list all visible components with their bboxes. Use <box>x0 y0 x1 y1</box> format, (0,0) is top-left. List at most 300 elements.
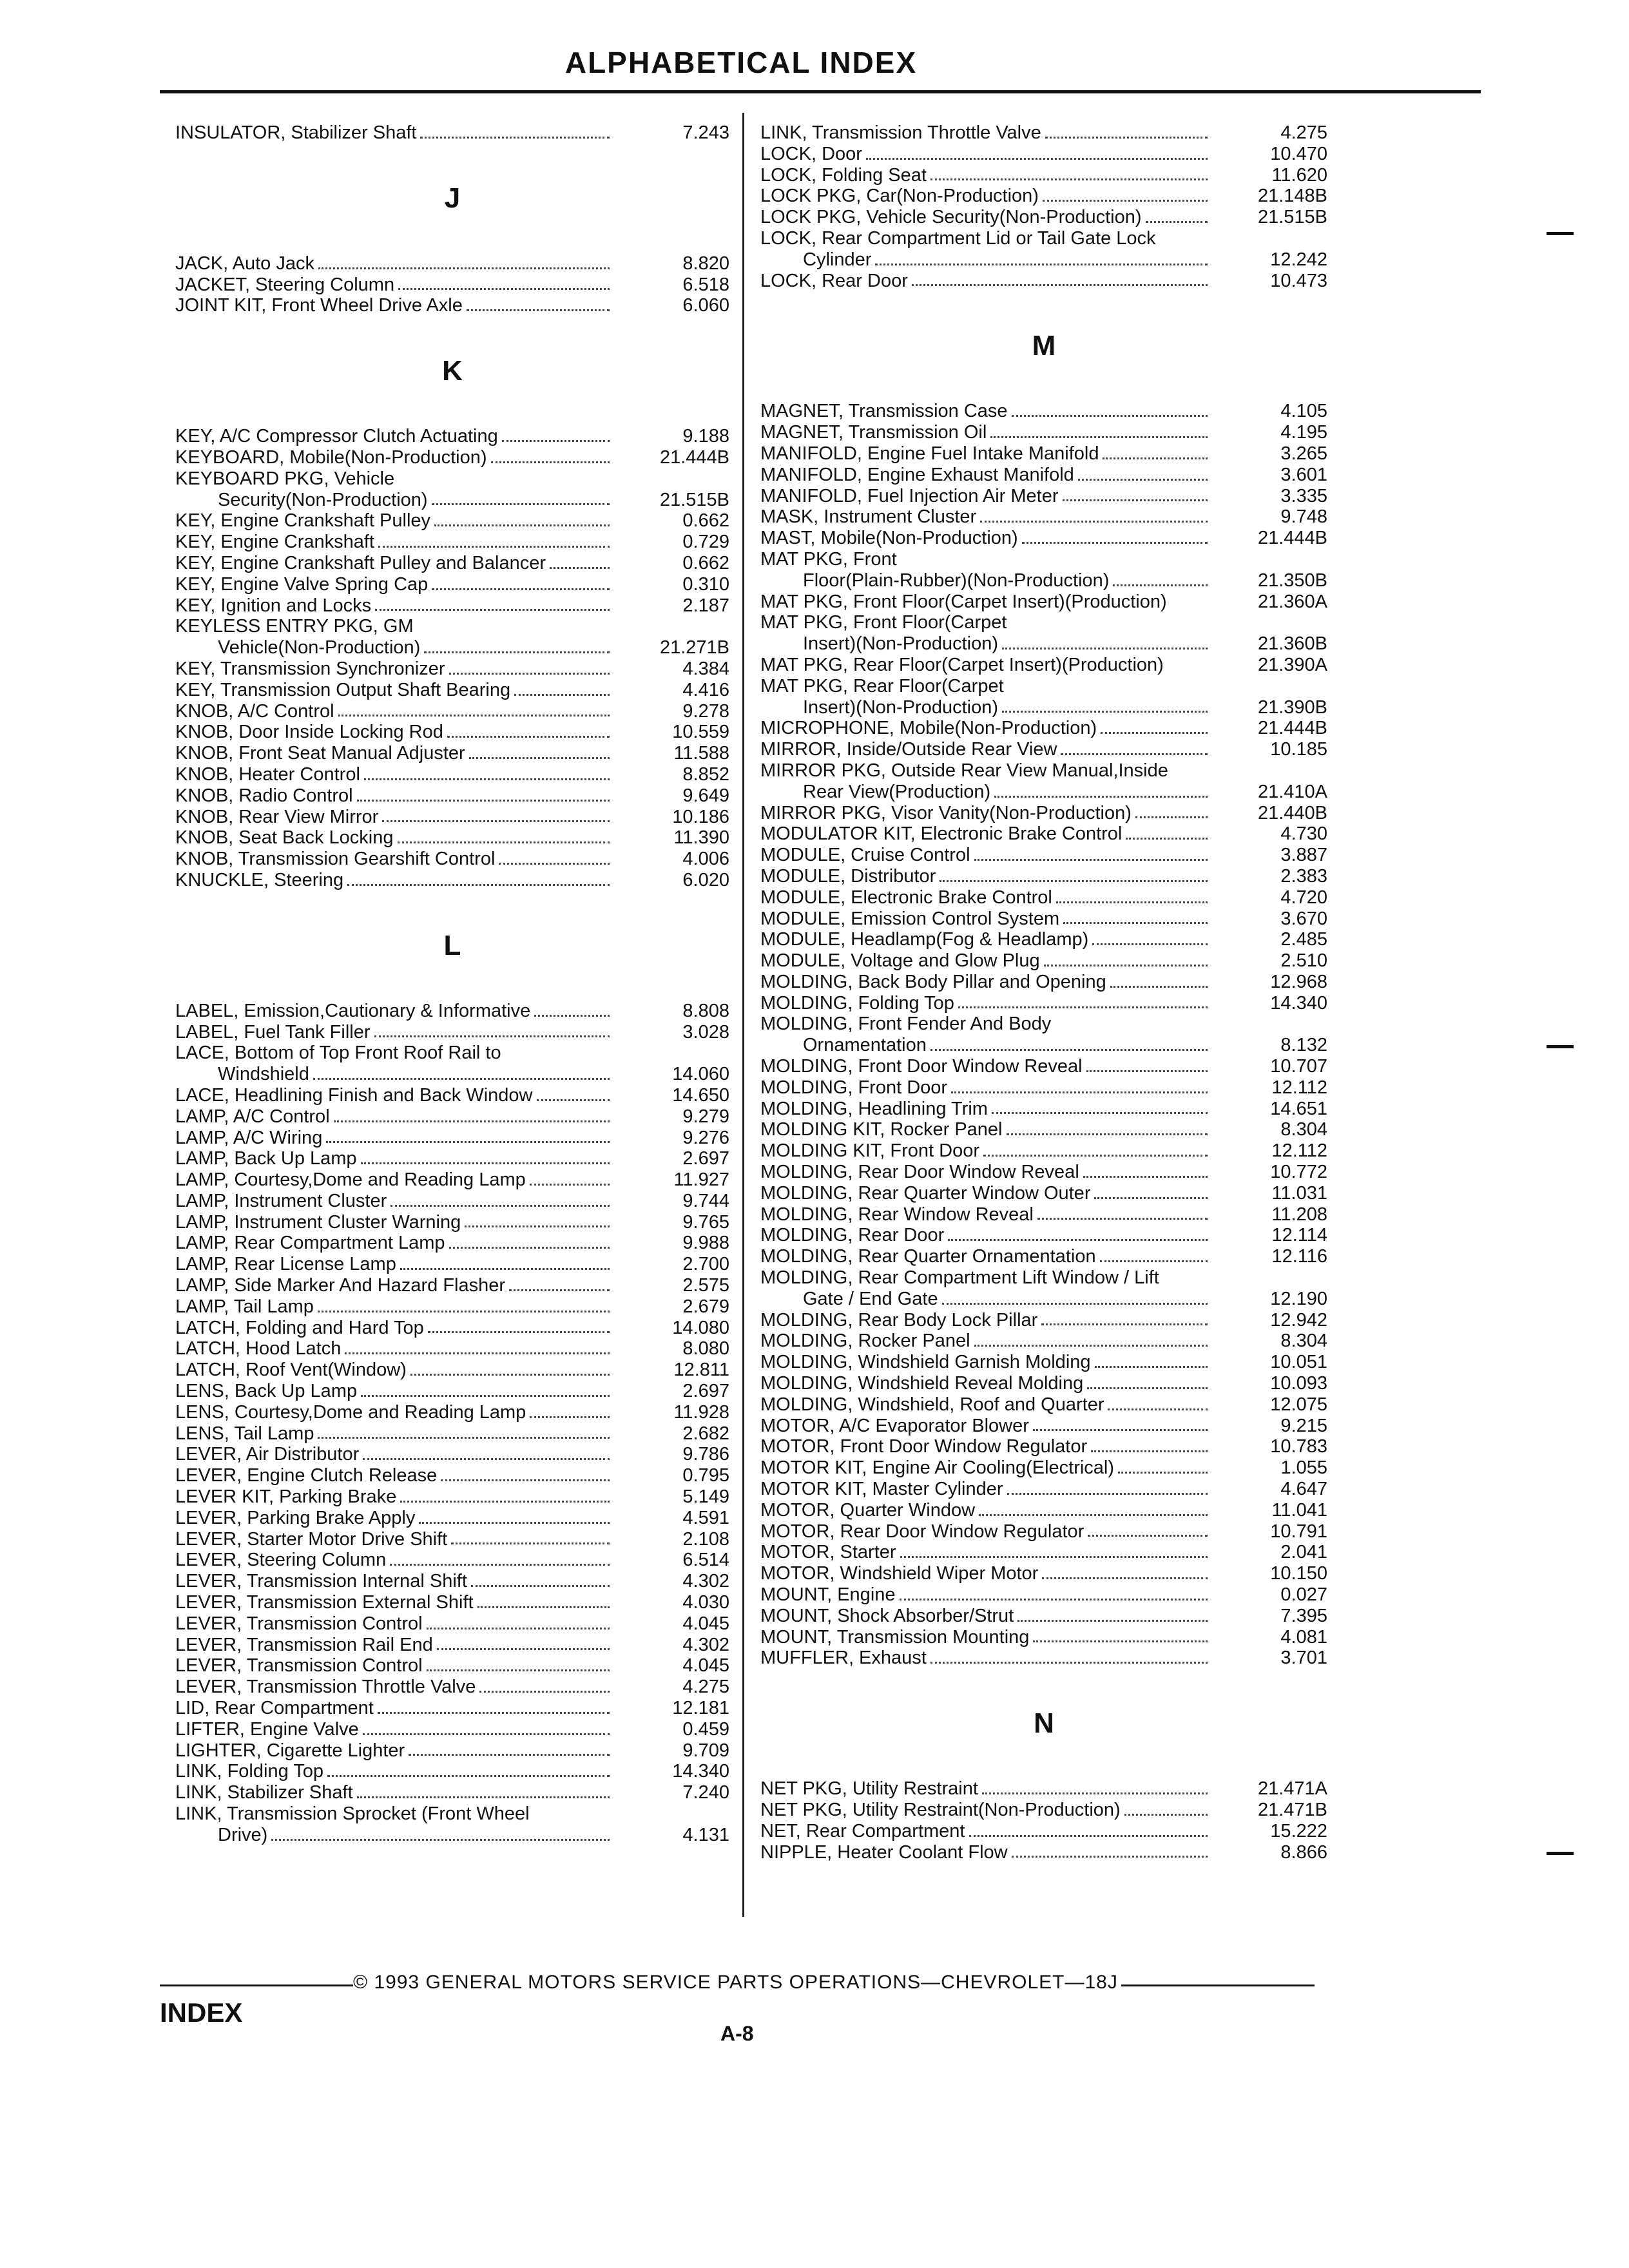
index-entry-name: MODULE, Headlamp(Fog & Headlamp) <box>760 929 1089 950</box>
index-entry <box>760 1035 1327 1056</box>
dot-leader <box>1113 584 1208 586</box>
index-entry <box>760 739 1327 760</box>
index-entry <box>175 1444 729 1465</box>
dot-leader <box>400 1268 610 1270</box>
index-entry-page: 21.360B <box>1257 633 1327 655</box>
edge-mark <box>1547 1045 1574 1048</box>
index-entry-page: 9.649 <box>682 785 729 806</box>
dot-leader <box>948 1239 1208 1241</box>
index-entry-name: NET, Rear Compartment <box>760 1820 965 1841</box>
index-entry-page: 3.887 <box>1280 845 1327 866</box>
index-entry <box>760 823 1327 845</box>
index-entry-heading: KEYLESS ENTRY PKG, GM <box>175 616 414 637</box>
index-entry-page: 14.060 <box>672 1064 729 1085</box>
index-entry <box>760 506 1327 528</box>
index-entry <box>760 1394 1327 1416</box>
index-entry-page: 12.968 <box>1270 971 1327 992</box>
index-entry-page: 21.350B <box>1257 570 1327 591</box>
index-entry <box>760 1606 1327 1627</box>
index-entry <box>760 1521 1327 1542</box>
index-entry-name: MODULE, Cruise Control <box>760 845 970 866</box>
index-entry-page: 9.988 <box>682 1233 729 1254</box>
index-entry <box>175 680 729 701</box>
index-entry <box>175 1677 729 1698</box>
index-entry <box>760 1246 1327 1267</box>
index-entry-page: 8.132 <box>1280 1035 1327 1056</box>
index-entry <box>175 807 729 828</box>
dot-leader <box>992 1112 1208 1114</box>
index-entry <box>760 1204 1327 1225</box>
index-entry <box>175 1571 729 1592</box>
index-entry <box>760 1140 1327 1162</box>
index-entry-page: 12.112 <box>1271 1140 1327 1162</box>
index-entry-name: KEY, A/C Compressor Clutch Actuating <box>175 426 498 447</box>
index-entry-name: LAMP, Rear Compartment Lamp <box>175 1233 445 1254</box>
index-entry-page: 2.697 <box>682 1381 729 1402</box>
index-entry <box>760 972 1327 993</box>
index-entry <box>175 1529 729 1550</box>
index-entry-name: LEVER, Parking Brake Apply <box>175 1507 416 1528</box>
index-entry-page: 4.081 <box>1280 1626 1327 1648</box>
index-entry-page: 2.679 <box>682 1296 729 1317</box>
index-entry-name: LEVER, Transmission Internal Shift <box>175 1571 467 1592</box>
dot-leader <box>1103 457 1208 459</box>
spacer <box>175 962 729 1001</box>
dot-leader <box>326 1141 610 1143</box>
index-entry-name: KNOB, Front Seat Manual Adjuster <box>175 743 465 764</box>
index-entry <box>175 1423 729 1445</box>
index-entry-page: 2.697 <box>682 1148 729 1169</box>
index-entry <box>760 249 1327 271</box>
index-entry-page: 9.786 <box>682 1444 729 1465</box>
index-entry-name: LIGHTER, Cigarette Lighter <box>175 1740 405 1761</box>
index-entry-page: 12.942 <box>1270 1309 1327 1331</box>
index-entry-name: MODULE, Voltage and Glow Plug <box>760 950 1040 972</box>
index-entry-heading: MOLDING, Front Fender And Body <box>760 1014 1052 1035</box>
index-entry-page: 9.279 <box>682 1106 729 1127</box>
index-entry-page: 10.051 <box>1270 1352 1327 1373</box>
index-entry-name: LAMP, A/C Control <box>175 1106 330 1127</box>
index-entry <box>760 165 1327 186</box>
index-entry <box>175 295 729 316</box>
index-entry-name: LEVER, Transmission Control <box>175 1613 423 1634</box>
index-entry-name: LOCK, Door <box>760 143 862 164</box>
index-entry-name: KEY, Transmission Synchronizer <box>175 658 445 679</box>
index-entry <box>760 803 1327 824</box>
index-entry <box>175 1191 729 1212</box>
index-entry-page: 21.148B <box>1257 186 1327 207</box>
spacer <box>175 144 729 182</box>
dot-leader <box>979 1514 1208 1516</box>
index-entry-name: Vehicle(Non-Production) <box>218 637 421 658</box>
index-entry-name: MODULE, Emission Control System <box>760 908 1060 929</box>
index-entry-page: 8.852 <box>682 764 729 785</box>
dot-leader <box>1094 1197 1208 1199</box>
index-entry-name: NIPPLE, Heater Coolant Flow <box>760 1841 1008 1863</box>
dot-leader <box>1043 200 1208 202</box>
index-entry <box>760 908 1327 930</box>
index-entry-name: LATCH, Roof Vent(Window) <box>175 1360 407 1381</box>
dot-leader <box>1002 648 1208 649</box>
dot-leader <box>1033 1640 1208 1642</box>
dot-leader <box>1007 1133 1208 1135</box>
index-entry-page: 0.662 <box>682 510 729 532</box>
dot-leader <box>900 1556 1208 1558</box>
index-entry <box>760 1842 1327 1863</box>
index-entry-name: MOLDING, Rear Quarter Ornamentation <box>760 1246 1096 1267</box>
index-entry-page: 12.075 <box>1270 1394 1327 1415</box>
index-entry-name: KEY, Engine Crankshaft Pulley and Balancer <box>175 552 546 573</box>
index-entry-page: 2.682 <box>682 1423 729 1444</box>
index-entry-name: MASK, Instrument Cluster <box>760 506 977 528</box>
index-entry-name: KEY, Engine Crankshaft Pulley <box>175 510 431 532</box>
index-entry <box>760 486 1327 507</box>
index-entry-page: 4.275 <box>1280 122 1327 143</box>
index-entry-page: 7.240 <box>682 1782 729 1803</box>
index-entry <box>760 993 1327 1014</box>
index-entry <box>760 122 1327 144</box>
index-entry-page: 0.027 <box>1280 1584 1327 1605</box>
dot-leader <box>378 546 610 548</box>
index-entry-name: LAMP, Instrument Cluster Warning <box>175 1211 461 1233</box>
index-entry-page: 21.271B <box>659 637 729 658</box>
index-entry-name: KNOB, Radio Control <box>175 785 353 806</box>
dot-leader <box>530 1416 610 1418</box>
index-entry <box>175 1381 729 1402</box>
index-entry <box>760 528 1327 549</box>
index-entry-page: 12.190 <box>1270 1288 1327 1309</box>
index-entry <box>760 1821 1327 1842</box>
dot-leader <box>313 1078 610 1080</box>
index-entry-name: LID, Rear Compartment <box>175 1698 374 1719</box>
index-entry-name: MIRROR, Inside/Outside Rear View <box>760 739 1057 760</box>
index-entry-page: 10.559 <box>672 722 729 743</box>
index-entry-page: 6.514 <box>682 1550 729 1571</box>
dot-leader <box>1092 943 1208 945</box>
index-entry <box>175 1698 729 1719</box>
dot-leader <box>942 1303 1208 1305</box>
index-entry-page: 21.515B <box>659 489 729 510</box>
index-entry-name: LAMP, Back Up Lamp <box>175 1148 357 1169</box>
index-entry <box>760 422 1327 443</box>
index-entry-page: 4.591 <box>682 1507 729 1528</box>
index-entry-page: 9.709 <box>682 1740 729 1761</box>
spacer <box>175 316 729 355</box>
dot-leader <box>479 1691 610 1693</box>
index-entry-page: 10.150 <box>1270 1563 1327 1584</box>
dot-leader <box>550 567 610 569</box>
index-entry <box>760 1479 1327 1500</box>
spacer <box>760 362 1327 401</box>
dot-leader <box>465 1225 610 1227</box>
index-entry-page: 9.748 <box>1280 506 1327 528</box>
index-entry-page: 4.647 <box>1280 1479 1327 1500</box>
dot-leader <box>969 1835 1208 1837</box>
dot-leader <box>428 1331 610 1333</box>
index-entry-name: MOUNT, Engine <box>760 1584 896 1605</box>
dot-leader <box>537 1099 610 1101</box>
index-entry-name: Insert)(Non-Production) <box>803 633 998 655</box>
index-entry-name: LATCH, Hood Latch <box>175 1338 342 1360</box>
index-entry-name: MOTOR KIT, Engine Air Cooling(Electrical) <box>760 1457 1115 1479</box>
dot-leader <box>982 1792 1208 1794</box>
dot-leader <box>1088 1535 1208 1537</box>
section-letter: J <box>444 182 461 214</box>
index-entry-name: MODULE, Electronic Brake Control <box>760 887 1052 908</box>
index-entry-name: LEVER KIT, Parking Brake <box>175 1486 397 1508</box>
index-entry-name: LABEL, Emission,Cautionary & Informative <box>175 1000 531 1021</box>
index-entry-name: MOUNT, Transmission Mounting <box>760 1626 1030 1648</box>
index-entry <box>175 510 729 532</box>
index-entry-page: 11.031 <box>1271 1182 1327 1204</box>
dot-leader <box>980 521 1208 523</box>
index-entry-name: LEVER, Starter Motor Drive Shift <box>175 1528 448 1550</box>
index-entry-name: LAMP, Rear License Lamp <box>175 1254 396 1275</box>
index-entry-page: 21.444B <box>1257 528 1327 549</box>
index-entry-name: INSULATOR, Stabilizer Shaft <box>175 122 417 143</box>
index-entry-name: MOLDING, Windshield, Roof and Quarter <box>760 1394 1104 1415</box>
index-entry-page: 2.485 <box>1280 929 1327 950</box>
index-entry-page: 14.340 <box>672 1761 729 1782</box>
index-entry-name: Floor(Plain-Rubber)(Non-Production) <box>803 570 1110 591</box>
index-entry-page: 4.275 <box>682 1677 729 1698</box>
dot-leader <box>1044 965 1208 966</box>
index-entry-page: 9.276 <box>682 1127 729 1148</box>
dot-leader <box>378 1712 610 1714</box>
index-entry-name: LENS, Courtesy,Dome and Reading Lamp <box>175 1401 526 1423</box>
index-entry-name: LACE, Headlining Finish and Back Window <box>175 1084 533 1106</box>
index-entry-page: 4.105 <box>1280 401 1327 422</box>
index-entry-name: KEY, Engine Valve Spring Cap <box>175 573 429 595</box>
index-entry <box>760 1077 1327 1099</box>
index-entry <box>760 1183 1327 1204</box>
dot-leader <box>1118 1472 1208 1474</box>
index-entry-name: MOTOR, Rear Door Window Regulator <box>760 1521 1084 1542</box>
dot-leader <box>974 859 1208 861</box>
spacer <box>760 1740 1327 1778</box>
dot-leader <box>357 1796 610 1798</box>
index-entry-name: KEYBOARD, Mobile(Non-Production) <box>175 447 487 468</box>
index-entry-page: 4.195 <box>1280 422 1327 443</box>
index-entry-name: JOINT KIT, Front Wheel Drive Axle <box>175 295 463 316</box>
dot-leader <box>1078 479 1208 481</box>
index-entry <box>175 743 729 764</box>
dot-leader <box>375 609 610 611</box>
index-entry <box>175 785 729 807</box>
dot-leader <box>900 1599 1208 1600</box>
dot-leader <box>974 1345 1208 1347</box>
index-entry-page: 21.444B <box>659 447 729 468</box>
index-entry-page: 9.744 <box>682 1190 729 1211</box>
index-entry-name: KEY, Ignition and Locks <box>175 595 372 616</box>
index-entry <box>175 595 729 617</box>
dot-leader <box>930 1049 1208 1051</box>
index-entry-page: 0.459 <box>682 1718 729 1740</box>
dot-leader <box>1086 1070 1208 1072</box>
index-entry-name: KNOB, Heater Control <box>175 764 360 785</box>
index-entry-name: LAMP, A/C Wiring <box>175 1127 323 1148</box>
index-entry-page: 14.651 <box>1270 1098 1327 1119</box>
index-entry <box>175 1001 729 1022</box>
index-entry-page: 21.471B <box>1257 1799 1327 1820</box>
index-entry <box>175 1022 729 1043</box>
index-entry-heading: KEYBOARD PKG, Vehicle <box>175 468 395 489</box>
index-entry <box>760 207 1327 228</box>
edge-mark <box>1547 1852 1574 1855</box>
index-entry <box>175 574 729 595</box>
dot-leader <box>1110 986 1208 988</box>
index-entry <box>760 1416 1327 1437</box>
dot-leader <box>866 158 1208 160</box>
index-entry-name: Windshield <box>218 1064 309 1085</box>
dot-leader <box>1063 499 1208 501</box>
index-entry-name: KEY, Transmission Output Shaft Bearing <box>175 679 511 700</box>
index-entry-name: MOLDING, Windshield Reveal Molding <box>760 1373 1084 1394</box>
spacer <box>175 215 729 253</box>
index-entry-name: LEVER, Transmission Control <box>175 1655 423 1677</box>
dot-leader <box>1012 1856 1208 1858</box>
index-entry-name: MOLDING, Rear Door Window Reveal <box>760 1162 1079 1183</box>
column-divider <box>742 113 744 1917</box>
index-entry <box>175 1360 729 1381</box>
index-entry-name: LOCK, Folding Seat <box>760 164 927 186</box>
section-letter: N <box>1034 1707 1054 1740</box>
index-entry-page: 6.020 <box>682 869 729 890</box>
footer-copyright: © 1993 GENERAL MOTORS SERVICE PARTS OPERATIONS—CHEVROLET—18J <box>353 1972 1118 1993</box>
index-entry-name: MOLDING, Windshield Garnish Molding <box>760 1352 1091 1373</box>
index-entry <box>175 1148 729 1169</box>
index-entry-page: 8.808 <box>682 1000 729 1021</box>
index-entry-heading: MAT PKG, Rear Floor(Carpet <box>760 675 1004 697</box>
index-entry <box>760 401 1327 422</box>
index-entry <box>760 443 1327 465</box>
index-entry-name: LOCK PKG, Car(Non-Production) <box>760 186 1039 207</box>
index-entry <box>760 1289 1327 1310</box>
index-entry-name: MANIFOLD, Fuel Injection Air Meter <box>760 485 1059 506</box>
dot-leader <box>361 1162 610 1164</box>
dot-leader <box>1061 753 1208 755</box>
dot-leader <box>491 461 610 463</box>
dot-leader <box>471 1585 610 1587</box>
dot-leader <box>1042 1577 1208 1579</box>
index-entry <box>175 1233 729 1254</box>
index-entry <box>175 1782 729 1803</box>
index-entry-page: 3.670 <box>1280 908 1327 929</box>
dot-leader <box>1045 137 1208 139</box>
footer-page-number: A-8 <box>720 2022 754 2045</box>
index-entry-page: 0.662 <box>682 552 729 573</box>
index-entry-page: 2.383 <box>1280 865 1327 887</box>
spacer <box>175 387 729 426</box>
title-rule <box>160 90 1481 93</box>
index-entry <box>760 1225 1327 1246</box>
dot-leader <box>390 1564 610 1566</box>
dot-leader <box>398 288 610 290</box>
index-entry-page: 8.866 <box>1280 1841 1327 1863</box>
index-entry-page: 2.041 <box>1280 1542 1327 1563</box>
index-entry-name: MOLDING, Back Body Pillar and Opening <box>760 971 1106 992</box>
index-entry <box>760 1162 1327 1183</box>
index-entry <box>175 827 729 849</box>
index-entry-page: 3.028 <box>682 1021 729 1043</box>
dot-leader <box>1091 1450 1208 1452</box>
index-entry-name: MOLDING KIT, Rocker Panel <box>760 1119 1003 1140</box>
index-entry <box>175 553 729 574</box>
index-entry-page: 10.473 <box>1270 270 1327 291</box>
dot-leader <box>1056 901 1208 903</box>
index-entry-page: 12.112 <box>1271 1077 1327 1098</box>
dot-leader <box>449 1247 610 1249</box>
index-entry-page: 10.772 <box>1270 1162 1327 1183</box>
index-entry-heading: LOCK, Rear Compartment Lid or Tail Gate Lock <box>760 227 1156 249</box>
index-entry-name: KNOB, A/C Control <box>175 700 334 722</box>
index-entry-page: 21.515B <box>1257 207 1327 228</box>
dot-leader <box>447 736 610 738</box>
index-entry-page: 4.045 <box>682 1613 729 1634</box>
index-entry-page: 4.720 <box>1280 887 1327 908</box>
index-entry <box>175 1338 729 1360</box>
index-entry-page: 2.510 <box>1280 950 1327 972</box>
index-entry <box>175 1106 729 1128</box>
dot-leader <box>499 863 610 865</box>
dot-leader <box>327 1775 610 1777</box>
index-entry-page: 5.149 <box>682 1486 729 1508</box>
dot-leader <box>983 1155 1208 1157</box>
index-entry-heading: LINK, Transmission Sprocket (Front Wheel <box>175 1803 530 1824</box>
dot-leader <box>437 1648 610 1650</box>
dot-leader <box>363 1733 610 1735</box>
index-entry-page: 7.243 <box>682 122 729 143</box>
dot-leader <box>334 1120 610 1122</box>
dot-leader <box>1063 922 1208 924</box>
index-entry-name: MOTOR KIT, Master Cylinder <box>760 1479 1003 1500</box>
index-entry-name: LEVER, Steering Column <box>175 1550 387 1571</box>
index-entry-name: KEY, Engine Crankshaft <box>175 532 374 553</box>
dot-leader <box>1037 1218 1208 1220</box>
dot-leader <box>530 1184 610 1186</box>
index-entry-page: 10.093 <box>1270 1373 1327 1394</box>
index-entry <box>175 1465 729 1486</box>
index-entry <box>175 1613 729 1635</box>
dot-leader <box>427 1628 610 1629</box>
index-entry <box>760 591 1327 613</box>
index-entry <box>175 1761 729 1782</box>
index-entry-page: 8.080 <box>682 1338 729 1360</box>
index-entry-name: LINK, Folding Top <box>175 1761 323 1782</box>
index-entry-name: MAST, Mobile(Non-Production) <box>760 528 1018 549</box>
index-entry-page: 4.730 <box>1280 823 1327 845</box>
index-entry-name: LIFTER, Engine Valve <box>175 1718 359 1740</box>
index-entry <box>175 1550 729 1571</box>
index-entry-page: 8.820 <box>682 253 729 274</box>
spacer <box>760 1669 1327 1707</box>
dot-leader <box>271 1839 610 1841</box>
index-entry-name: LEVER, Air Distributor <box>175 1444 360 1465</box>
index-entry-name: LATCH, Folding and Hard Top <box>175 1317 424 1338</box>
index-entry-name: LAMP, Courtesy,Dome and Reading Lamp <box>175 1169 526 1191</box>
index-entry-page: 11.390 <box>673 827 729 849</box>
dot-leader <box>1095 1366 1208 1368</box>
index-entry <box>175 1655 729 1677</box>
index-entry-page: 1.055 <box>1280 1457 1327 1479</box>
index-entry <box>175 849 729 870</box>
section-letter: K <box>442 355 463 387</box>
index-entry-page: 14.080 <box>672 1317 729 1338</box>
dot-leader <box>467 309 610 311</box>
dot-leader <box>1108 1408 1208 1410</box>
index-entry-name: MOLDING, Rear Door <box>760 1225 945 1246</box>
index-entry <box>760 1099 1327 1120</box>
